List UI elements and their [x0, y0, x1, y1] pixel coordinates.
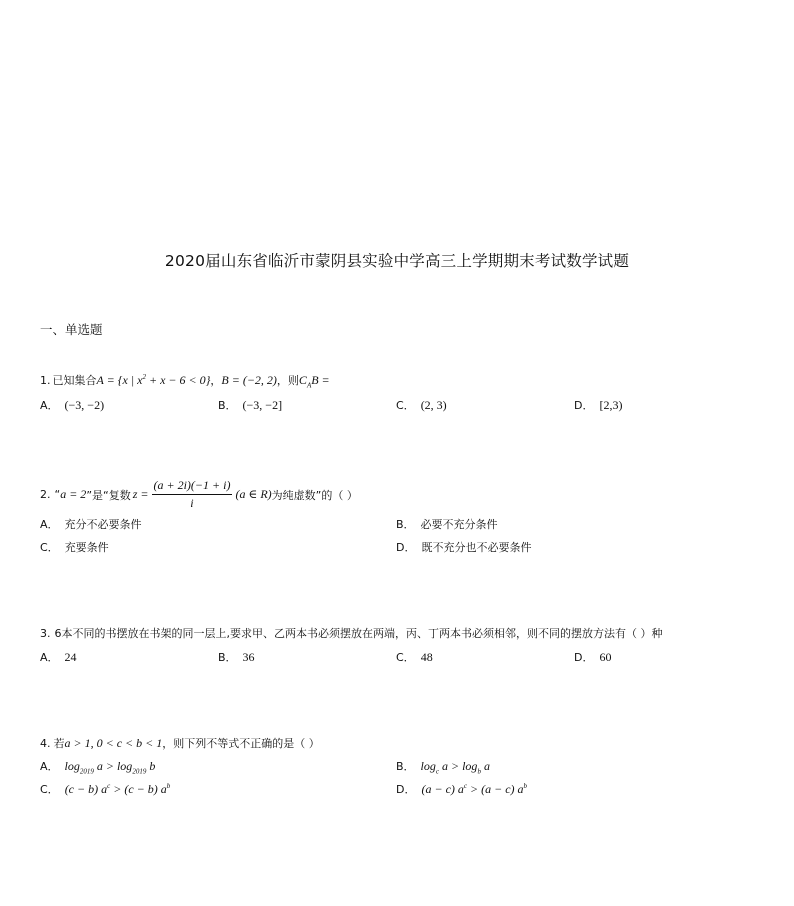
stem-text: ，则 [276, 374, 299, 387]
question-3-option-c[interactable]: C． 48 [396, 650, 433, 664]
z-expression: z = [132, 487, 149, 501]
separator: ， [210, 374, 222, 387]
question-4-option-d[interactable]: D． (a − c) $a^c > (a - c)$ $a^b$ [396, 782, 528, 796]
condition-expression: a = 2 [60, 487, 87, 501]
section-heading: 一、单选题 [40, 322, 103, 337]
question-1-option-b[interactable]: B． (−3, −2] [218, 398, 283, 412]
complex-fraction: $\frac{(a + 2i)(-1 + i)}{i}$ [153, 478, 231, 510]
condition-expression: a > 1, 0 < c < b < 1 [64, 735, 163, 750]
question-3-stem [40, 625, 663, 641]
question-1-option-c[interactable]: C． (2, 3) [396, 398, 447, 412]
question-2-option-a[interactable]: A． 充分不必要条件 [40, 518, 142, 531]
question-2-option-d[interactable]: D． 既不充分也不必要条件 [396, 541, 532, 554]
domain-expression: (a ∈ R) [235, 487, 272, 501]
question-number: 1. [40, 373, 51, 387]
question-3-option-b[interactable]: B． 36 [218, 650, 255, 664]
question-2-option-b[interactable]: B． 必要不充分条件 [396, 518, 498, 531]
question-4-option-c[interactable]: C． (c − b) $a^c > (c - b)$ $a^b$ [40, 782, 171, 796]
stem-text: 6本不同的书摆放在书架的同一层上,要求甲、乙两本书必须摆放在两端，丙、丁两本书必须相邻，则不同的摆放方法有（ ）种 [54, 627, 663, 640]
question-1-option-d[interactable]: D． [2,3) [574, 398, 623, 412]
question-3-option-d[interactable]: D． 60 [574, 650, 612, 664]
question-number: 4. [40, 736, 51, 750]
set-b-expression: B = (−2, 2) [221, 372, 277, 387]
question-4-option-b[interactable]: B． $\log_c a > \log_b a$ [396, 759, 490, 776]
question-number: 2. [40, 488, 51, 501]
question-4-stem: 4. 若 a > 1, 0 < c < b < 1 ，则下列不等式不正确的是（ ） [40, 735, 320, 750]
question-1-stem [40, 372, 331, 388]
set-a-expression: A = {x | $x^2 + x - 6 < 0$} [96, 372, 211, 387]
stem-text: 已知集合 [52, 374, 97, 387]
question-1-option-a[interactable]: A． (−3, −2) [40, 398, 105, 412]
complement-expression: $C_AB$ = [298, 372, 330, 389]
question-number: 3. [40, 626, 51, 640]
question-4-option-a[interactable]: A． $\log_{2019} a > \log_{2019} b$ [40, 759, 156, 776]
question-3-option-a[interactable]: A． 24 [40, 650, 77, 664]
document-title: 2020届山东省临沂市蒙阴县实验中学高三上学期期末考试数学试题 [164, 252, 630, 270]
question-2-stem: 2. “ a = 2 ”是“复数 z = $\frac{(a + 2i)(-1 + i)}{i}$ (a ∈ R) 为纯虚数”的（ ） [40, 478, 358, 510]
question-2-option-c[interactable]: C． 充要条件 [40, 541, 109, 554]
